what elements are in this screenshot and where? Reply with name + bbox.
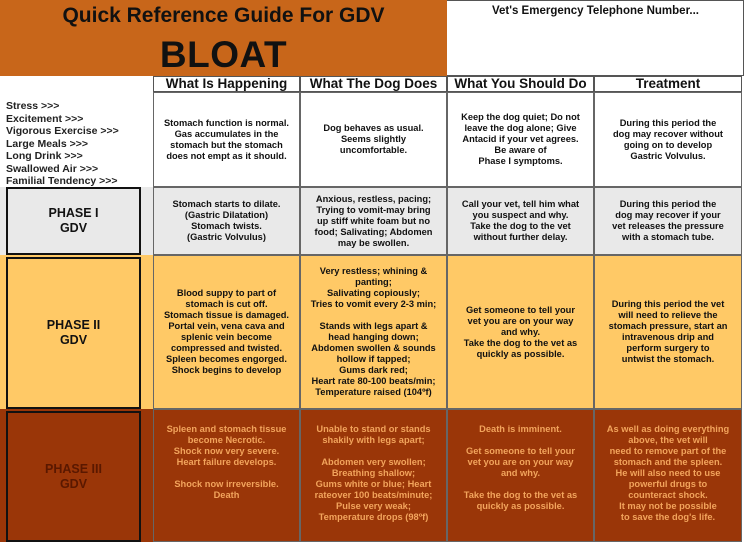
- cell-phase1-happening: Stomach starts to dilate. (Gastric Dilatation) Stomach twists. (Gastric Volvulus): [153, 187, 300, 255]
- phase-2-subtitle: GDV: [59, 333, 88, 347]
- phase-2-title: PHASE II: [46, 318, 101, 332]
- risk-factor: Swallowed Air >>>: [6, 162, 99, 175]
- phase-1-label: [6, 187, 141, 255]
- risk-factor-list: [6, 100, 151, 188]
- cell-pre-dog-does: Dog behaves as usual. Seems slightly uncomfortable.: [300, 92, 447, 187]
- cell-pre-happening: Stomach function is normal. Gas accumulates in the stomach but the stomach does not empt as it should.: [153, 92, 300, 187]
- cell-phase2-treatment: During this period the vet will need to relieve the stomach pressure, start an intravenous drip and perform surgery to untwist the stomach.: [594, 255, 742, 409]
- cell-phase3-happening: Spleen and stomach tissue become Necrotic. Shock now very severe. Heart failure develops. Shock now irreversible. Death: [153, 409, 300, 542]
- phase-3-title: PHASE III: [45, 461, 102, 476]
- phase-3-subtitle: GDV: [59, 476, 88, 491]
- cell-phase1-treatment: During this period the dog may recover if your vet releases the pressure with a stomach tube.: [594, 187, 742, 255]
- column-header-dog-does: What The Dog Does: [300, 76, 447, 92]
- column-header-treatment: Treatment: [594, 76, 742, 92]
- phase-2-label: [6, 257, 141, 409]
- cell-phase3-dog-does: Unable to stand or stands shakily with legs apart; Abdomen very swollen; Breathing shallow; Gums white or blue; Heart rateover 100 beats/minute; Pulse very weak; Temperature drops (98ºf): [300, 409, 447, 542]
- page-title: Quick Reference Guide For GDV: [62, 4, 385, 27]
- cell-phase2-should-do: Get someone to tell your vet you are on your way and why. Take the dog to the vet as quickly as possible.: [447, 255, 594, 409]
- risk-factor: Excitement >>>: [6, 112, 84, 125]
- phase-1-title: PHASE I: [48, 206, 99, 220]
- cell-pre-treatment: During this period the dog may recover without going on to develop Gastric Volvulus.: [594, 92, 742, 187]
- cell-phase2-happening: Blood suppy to part of stomach is cut off. Stomach tissue is damaged. Portal vein, vena cava and splenic vein become compressed and twisted. Spleen becomes engorged. Shock begins to develop: [153, 255, 300, 409]
- bloat-heading: BLOAT: [159, 34, 288, 75]
- vet-phone-label: Vet's Emergency Telephone Number...: [491, 5, 700, 17]
- phase-1-subtitle: GDV: [59, 221, 88, 235]
- risk-factor: Long Drink >>>: [6, 150, 83, 162]
- cell-phase2-dog-does: Very restless; whining & panting; Salivating copiously; Tries to vomit every 2-3 min; Stands with legs apart & head hanging down; Abdomen swollen & sounds hollow if tapped; Gums dark red; Heart rate 80-100 beats/min; Temperature raised (104ºf): [300, 255, 447, 409]
- column-header-should-do: What You Should Do: [447, 76, 594, 92]
- cell-phase3-should-do: Death is imminent. Get someone to tell your vet you are on your way and why. Take the dog to the vet as quickly as possible.: [447, 409, 594, 542]
- cell-phase1-dog-does: Anxious, restless, pacing; Trying to vomit-may bring up stiff white foam but no food; Salivating; Abdomen may be swollen.: [300, 187, 447, 255]
- risk-factor: Vigorous Exercise >>>: [6, 125, 119, 137]
- cell-phase3-treatment: As well as doing everything above, the vet will need to remove part of the stomach and the spleen. He will also need to use powerful drugs to counteract shock. It may not be possible to save the dog's life.: [594, 409, 742, 542]
- risk-factor: Familial Tendency >>>: [6, 175, 118, 187]
- column-header-happening: What Is Happening: [153, 76, 300, 92]
- cell-pre-should-do: Keep the dog quiet; Do not leave the dog alone; Give Antacid if your vet agrees. Be aware of Phase I symptoms.: [447, 92, 594, 187]
- risk-factor: Large Meals >>>: [6, 137, 89, 150]
- cell-phase1-should-do: Call your vet, tell him what you suspect and why. Take the dog to the vet without further delay.: [447, 187, 594, 255]
- phase-3-label: [6, 411, 141, 542]
- risk-factor: Stress >>>: [6, 100, 60, 112]
